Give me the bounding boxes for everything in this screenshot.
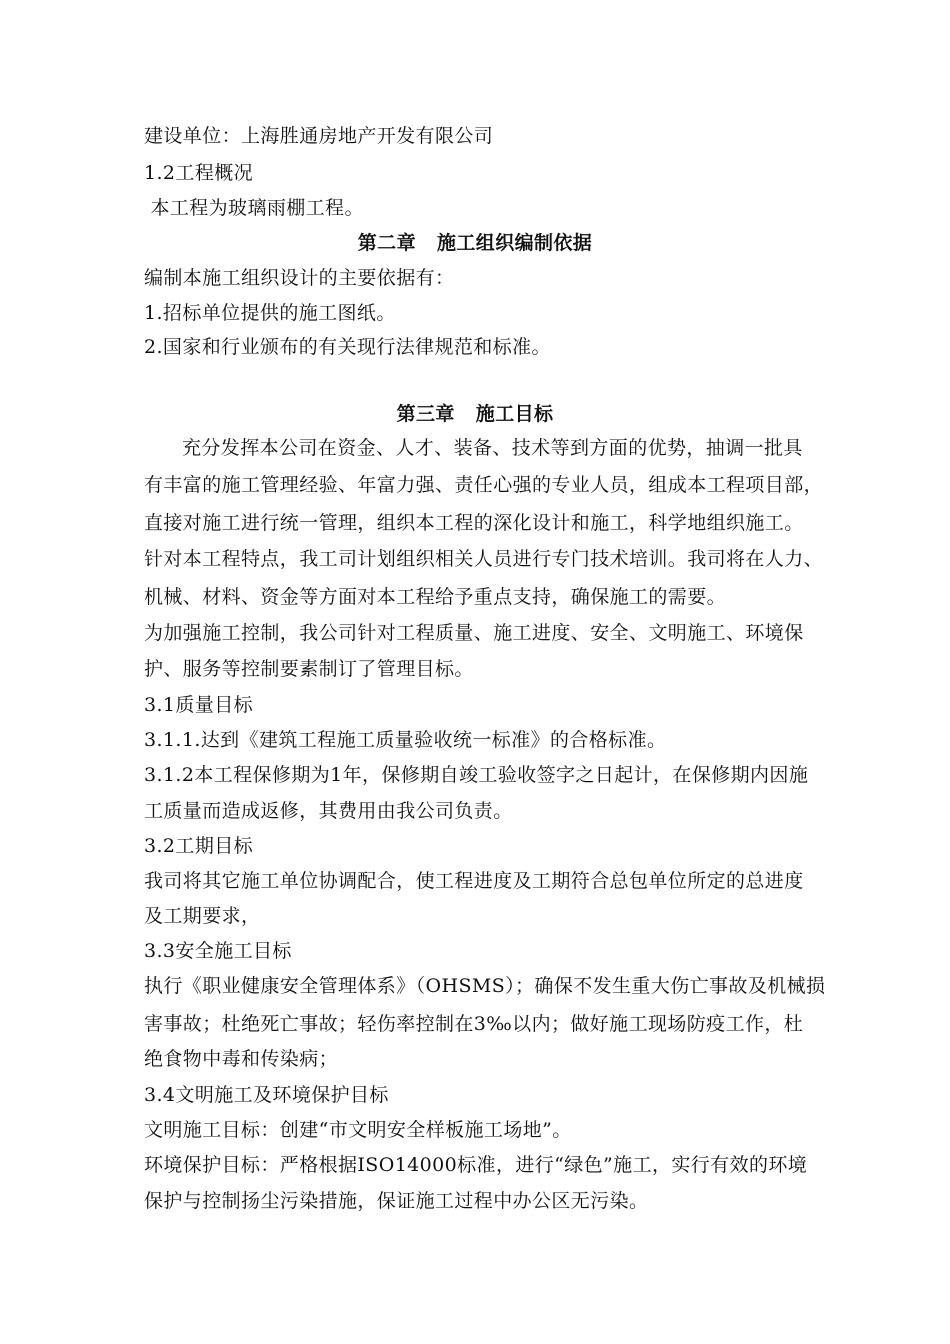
quality-item: 工质量而造成返修，其费用由我公司负责。 <box>144 800 513 822</box>
client-line: 建设单位：上海胜通房地产开发有限公司 <box>144 125 494 147</box>
chapter2-item: 1.招标单位提供的施工图纸。 <box>144 302 396 324</box>
overview-text: 本工程为玻璃雨棚工程。 <box>144 197 364 219</box>
para1-line: 针对本工程特点，我工司计划组织相关人员进行专门技术培训。我司将在人力、 <box>144 548 824 570</box>
para2-line: 护、服务等控制要素制订了管理目标。 <box>144 658 474 680</box>
safety-text: 绝食物中毒和传染病； <box>144 1048 339 1070</box>
para2-line: 为加强施工控制，我公司针对工程质量、施工进度、安全、文明施工、环境保 <box>144 622 804 644</box>
chapter2-title: 第二章 施工组织编制依据 <box>357 232 593 254</box>
para1-line: 有丰富的施工管理经验、年富力强、责任心强的专业人员，组成本工程项目部， <box>144 474 824 496</box>
quality-item: 3.1.2本工程保修期为1年，保修期自竣工验收签字之日起计，在保修期内因施 <box>144 764 809 786</box>
overview-title: 1.2工程概况 <box>144 162 254 184</box>
civil-title: 3.4文明施工及环境保护目标 <box>144 1084 389 1106</box>
env-text: 环境保护目标：严格根据ISO14000标准，进行“绿色”施工，实行有效的环境 <box>144 1154 808 1176</box>
safety-title: 3.3安全施工目标 <box>144 940 292 962</box>
safety-text: 害事故；杜绝死亡事故；轻伤率控制在3‰以内；做好施工现场防疫工作，杜 <box>144 1013 804 1035</box>
para1-line: 机械、材料、资金等方面对本工程给予重点支持，确保施工的需要。 <box>144 586 727 608</box>
schedule-title: 3.2工期目标 <box>144 835 254 857</box>
civil-text: 文明施工目标：创建“市文明安全样板施工场地”。 <box>144 1119 572 1141</box>
quality-title: 3.1质量目标 <box>144 694 254 716</box>
quality-item: 3.1.1.达到《建筑工程施工质量验收统一标准》的合格标准。 <box>144 729 667 751</box>
safety-text: 执行《职业健康安全管理体系》（OHSMS）；确保不发生重大伤亡事故及机械损 <box>144 975 826 997</box>
schedule-text: 及工期要求， <box>144 905 261 927</box>
para1-line: 充分发挥本公司在资金、人才、装备、技术等到方面的优势，抽调一批具 <box>182 437 803 459</box>
chapter2-item: 2.国家和行业颁布的有关现行法律规范和标准。 <box>144 336 551 358</box>
para1-line: 直接对施工进行统一管理，组织本工程的深化设计和施工，科学地组织施工。 <box>144 512 804 534</box>
chapter3-title: 第三章 施工目标 <box>396 403 554 425</box>
env-text: 保护与控制扬尘污染措施，保证施工过程中办公区无污染。 <box>144 1190 649 1212</box>
schedule-text: 我司将其它施工单位协调配合，使工程进度及工期符合总包单位所定的总进度 <box>144 870 804 892</box>
chapter2-intro: 编制本施工组织设计的主要依据有： <box>144 267 455 289</box>
